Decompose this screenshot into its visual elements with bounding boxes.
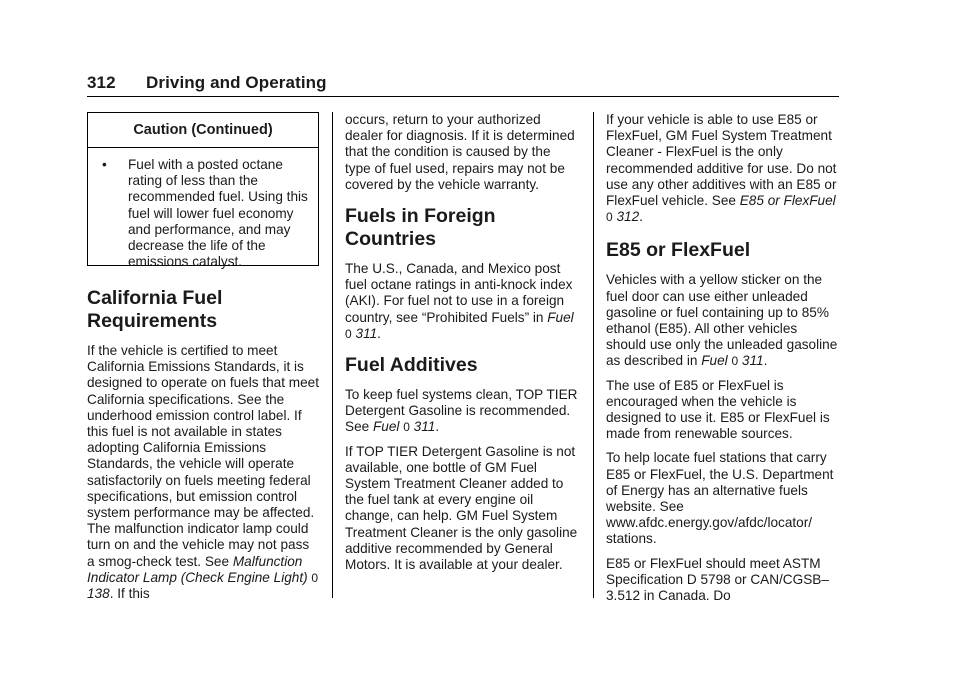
foreign-text: The U.S., Canada, and Mexico post fuel octane ratings in anti-knock index (AKI). For fuel not to use in a foreign country, see “Prohibited Fuels” in bbox=[345, 261, 573, 325]
additives-tail-1: . bbox=[435, 419, 440, 435]
e85-text-1: Vehicles with a yellow sticker on the fuel door can use either unleaded gasoline or fuel containing up to 85% ethanol (E85). All other vehicles should use only the unleaded gasoline as described in bbox=[606, 272, 838, 369]
fuel-additives-heading: Fuel Additives bbox=[345, 354, 478, 377]
e85-link[interactable]: E85 or FlexFuel bbox=[739, 193, 836, 209]
mil-link[interactable]: Malfunction Indicator Lamp (Check Engine Light) bbox=[87, 553, 308, 585]
california-tail: . If this bbox=[109, 586, 150, 602]
caution-list-item bbox=[88, 148, 318, 270]
column-divider-2 bbox=[593, 112, 594, 598]
column-2 bbox=[345, 112, 578, 581]
fuel-link[interactable]: Fuel bbox=[372, 419, 400, 435]
page-ref-arrow-icon: 0 bbox=[403, 420, 410, 435]
page-ref-arrow-icon: 0 bbox=[606, 210, 613, 225]
fuel-link[interactable]: Fuel bbox=[547, 309, 574, 325]
additives-paragraph-1 bbox=[345, 387, 578, 436]
column-1 bbox=[87, 112, 319, 610]
fuel-page-ref[interactable]: 311 bbox=[355, 325, 378, 341]
e85-paragraph-4: E85 or FlexFuel should meet ASTM Specification D 5798 or CAN/CGSB–3.512 in Canada. Do bbox=[606, 555, 829, 604]
additives-paragraph-2: If TOP TIER Detergent Gasoline is not available, one bottle of GM Fuel System Treatment Cleaner added to the fuel tank at every engine oil change, can help. GM Fuel System Treatment Cleaner is the only gasoline additive recommended by General Motors. It is available at your dealer. bbox=[345, 443, 578, 573]
e85-paragraph-3: To help locate fuel stations that carry E85 or FlexFuel, the U.S. Department of Energy has an alternative fuels website. See www.afdc.energy.gov/afdc/locator/ stations. bbox=[606, 450, 834, 547]
flexfuel-text: If your vehicle is able to use E85 or FlexFuel, GM Fuel System Treatment Cleaner - FlexFuel is the only recommended additive for use. Do not use any other additives with an E85 or FlexFuel vehicle. See bbox=[606, 112, 837, 209]
page-ref-arrow-icon: 0 bbox=[345, 326, 352, 341]
page-header bbox=[87, 70, 839, 97]
column-divider-1 bbox=[332, 112, 333, 598]
fuel-page-ref[interactable]: 311 bbox=[413, 419, 436, 435]
california-text: If the vehicle is certified to meet California Emissions Standards, it is designed to operate on fuels that meet California specifications. See the underhood emission control label. If this fuel is not available in states adopting California Emissions Standards, the vehicle will operate satisfactorily on fuels meeting federal specifications, but emission control system performance may be affected. The malfunction indicator lamp could turn on and the vehicle may not pass a smog-check test. See bbox=[87, 343, 320, 569]
foreign-fuels-heading: Fuels in Foreign Countries bbox=[345, 205, 496, 251]
fuel-link[interactable]: Fuel bbox=[701, 353, 728, 369]
e85-paragraph-2: The use of E85 or FlexFuel is encouraged when the vehicle is designed to use it. E85 or FlexFuel is made from renewable sources. bbox=[606, 377, 830, 442]
section-title: Driving and Operating bbox=[146, 73, 327, 92]
california-fuel-heading: California Fuel Requirements bbox=[87, 287, 223, 332]
page-number: 312 bbox=[87, 73, 116, 92]
additives-text-1: To keep fuel systems clean, TOP TIER Detergent Gasoline is recommended. See bbox=[345, 387, 578, 435]
caution-box bbox=[87, 112, 319, 270]
foreign-tail: . bbox=[377, 325, 381, 341]
page-ref-arrow-icon: 0 bbox=[731, 354, 739, 369]
e85-paragraph-1 bbox=[606, 272, 840, 369]
page-ref-arrow-icon: 0 bbox=[311, 570, 319, 585]
e85-tail-1: . bbox=[763, 353, 768, 369]
continued-paragraph: occurs, return to your authorized dealer for diagnosis. If it is determined that the condition is caused by the type of fuel used, repairs may not be covered by the vehicle warranty. bbox=[345, 112, 575, 192]
california-fuel-paragraph bbox=[87, 343, 319, 602]
bullet: • bbox=[102, 157, 107, 172]
e85-page-ref[interactable]: 312 bbox=[616, 209, 640, 225]
flexfuel-paragraph bbox=[606, 112, 840, 225]
mil-page-ref[interactable]: 138 bbox=[87, 586, 110, 602]
foreign-fuels-paragraph bbox=[345, 261, 578, 342]
caution-item-text: Fuel with a posted octane rating of less than the recommended fuel. Using this fuel will lower fuel economy and performance, and may decrease the life of the emissions catalyst. bbox=[128, 157, 308, 270]
e85-heading: E85 or FlexFuel bbox=[606, 239, 751, 262]
flexfuel-tail: . bbox=[639, 209, 643, 225]
column-3 bbox=[606, 112, 840, 612]
fuel-page-ref[interactable]: 311 bbox=[741, 353, 764, 369]
caution-title: Caution (Continued) bbox=[88, 113, 318, 148]
